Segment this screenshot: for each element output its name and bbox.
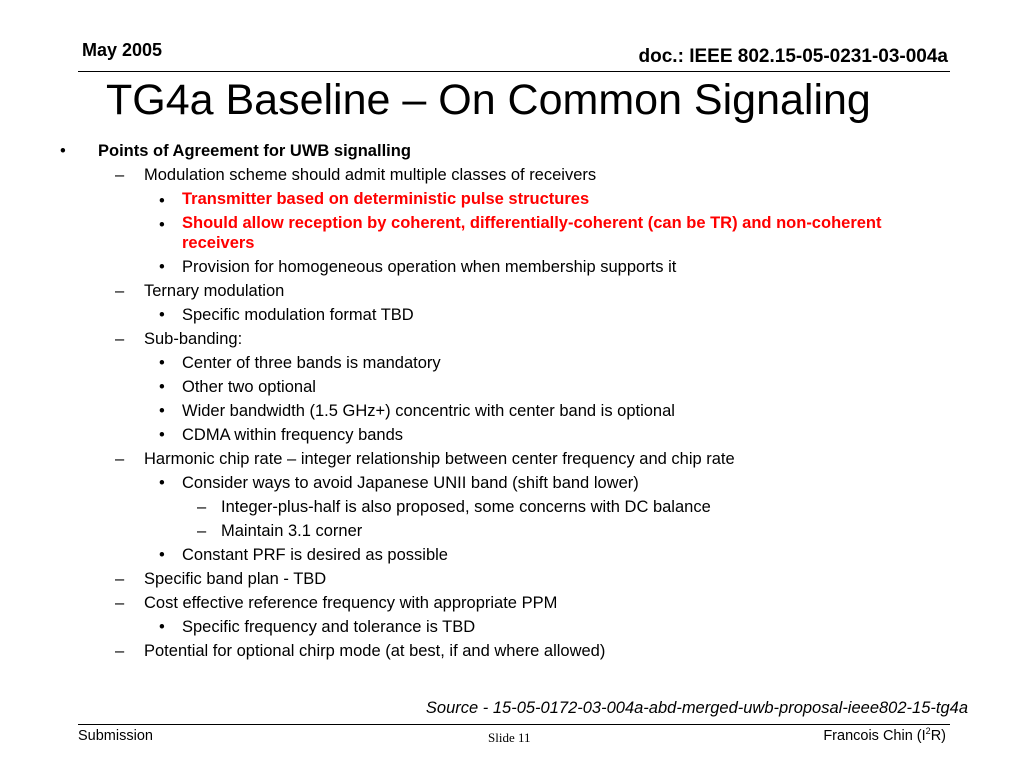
bullet-icon: • [159, 378, 165, 396]
list-item-text: Consider ways to avoid Japanese UNII band (shift band lower) [182, 474, 639, 492]
list-item-text: Constant PRF is desired as possible [182, 546, 448, 564]
list-item [0, 543, 1024, 567]
footer-author-sup: 2 [925, 726, 931, 737]
dash-icon: – [115, 330, 125, 348]
list-item-text: Modulation scheme should admit multiple classes of receivers [144, 166, 597, 184]
list-item [0, 327, 1024, 351]
list-item [0, 351, 1024, 375]
list-item [0, 519, 1024, 543]
bullet-icon: • [159, 402, 165, 420]
list-item [0, 163, 1024, 187]
bullet-icon: • [159, 618, 165, 636]
list-item-text: Potential for optional chirp mode (at best, if and where allowed) [144, 642, 606, 660]
list-item [0, 255, 1024, 279]
list-item [0, 279, 1024, 303]
list-item-text: Wider bandwidth (1.5 GHz+) concentric with center band is optional [182, 402, 675, 420]
list-item-text: Cost effective reference frequency with appropriate PPM [144, 594, 558, 612]
bullet-list [0, 139, 1024, 663]
list-item [0, 423, 1024, 447]
list-item-text: Ternary modulation [144, 282, 285, 300]
bullet-icon: • [60, 142, 66, 160]
list-item-text: Specific frequency and tolerance is TBD [182, 618, 476, 636]
list-item [0, 567, 1024, 591]
list-item-text: Specific band plan - TBD [144, 570, 327, 588]
footer-author [823, 728, 946, 744]
dash-icon: – [115, 282, 125, 300]
list-item [0, 187, 1024, 211]
dash-icon: – [115, 570, 125, 588]
list-item-text: Specific modulation format TBD [182, 306, 414, 324]
footer-author-prefix: Francois Chin (I [823, 728, 926, 744]
list-item [0, 399, 1024, 423]
header-doc-id: doc.: IEEE 802.15-05-0231-03-004a [638, 46, 948, 67]
list-item [0, 139, 1024, 163]
slide-title: TG4a Baseline – On Common Signaling [106, 76, 871, 124]
footer-slide-number: Slide 11 [488, 730, 531, 745]
list-item [0, 447, 1024, 471]
list-item [0, 615, 1024, 639]
footer-divider [78, 724, 950, 725]
list-item [0, 639, 1024, 663]
footer-author-suffix: R) [930, 728, 946, 744]
list-item-text: Integer-plus-half is also proposed, some concerns with DC balance [221, 498, 711, 516]
bullet-icon: • [159, 354, 165, 372]
list-item [0, 375, 1024, 399]
list-item-text: CDMA within frequency bands [182, 426, 404, 444]
dash-icon: – [115, 166, 125, 184]
bullet-icon: • [159, 258, 165, 276]
bullet-icon: • [159, 426, 165, 444]
list-item-text: Maintain 3.1 corner [221, 522, 363, 540]
header-divider [78, 71, 950, 72]
dash-icon: – [197, 522, 207, 540]
list-item-text: Transmitter based on deterministic pulse structures [182, 190, 590, 208]
list-item-text: Should allow reception by coherent, differentially-coherent (can be TR) and non-coherent receivers [182, 214, 882, 252]
dash-icon: – [197, 498, 207, 516]
list-item [0, 591, 1024, 615]
list-item-text: Sub-banding: [144, 330, 243, 348]
bullet-icon: • [159, 192, 165, 210]
list-item-text: Harmonic chip rate – integer relationship between center frequency and chip rate [144, 450, 735, 468]
header-date: May 2005 [82, 40, 163, 60]
bullet-icon: • [159, 474, 165, 492]
points-heading: Points of Agreement for UWB signalling [98, 142, 411, 160]
dash-icon: – [115, 642, 125, 660]
list-item [0, 303, 1024, 327]
list-item-text: Center of three bands is mandatory [182, 354, 441, 372]
list-item [0, 471, 1024, 495]
list-item-text: Provision for homogeneous operation when membership supports it [182, 258, 677, 276]
bullet-icon: • [159, 216, 165, 234]
list-item [0, 211, 1024, 255]
footer-submission: Submission [78, 728, 153, 744]
list-item-text: Other two optional [182, 378, 316, 396]
bullet-icon: • [159, 546, 165, 564]
dash-icon: – [115, 594, 125, 612]
bullet-icon: • [159, 306, 165, 324]
source-citation: Source - 15-05-0172-03-004a-abd-merged-uwb-proposal-ieee802-15-tg4a [425, 699, 968, 717]
list-item [0, 495, 1024, 519]
dash-icon: – [115, 450, 125, 468]
